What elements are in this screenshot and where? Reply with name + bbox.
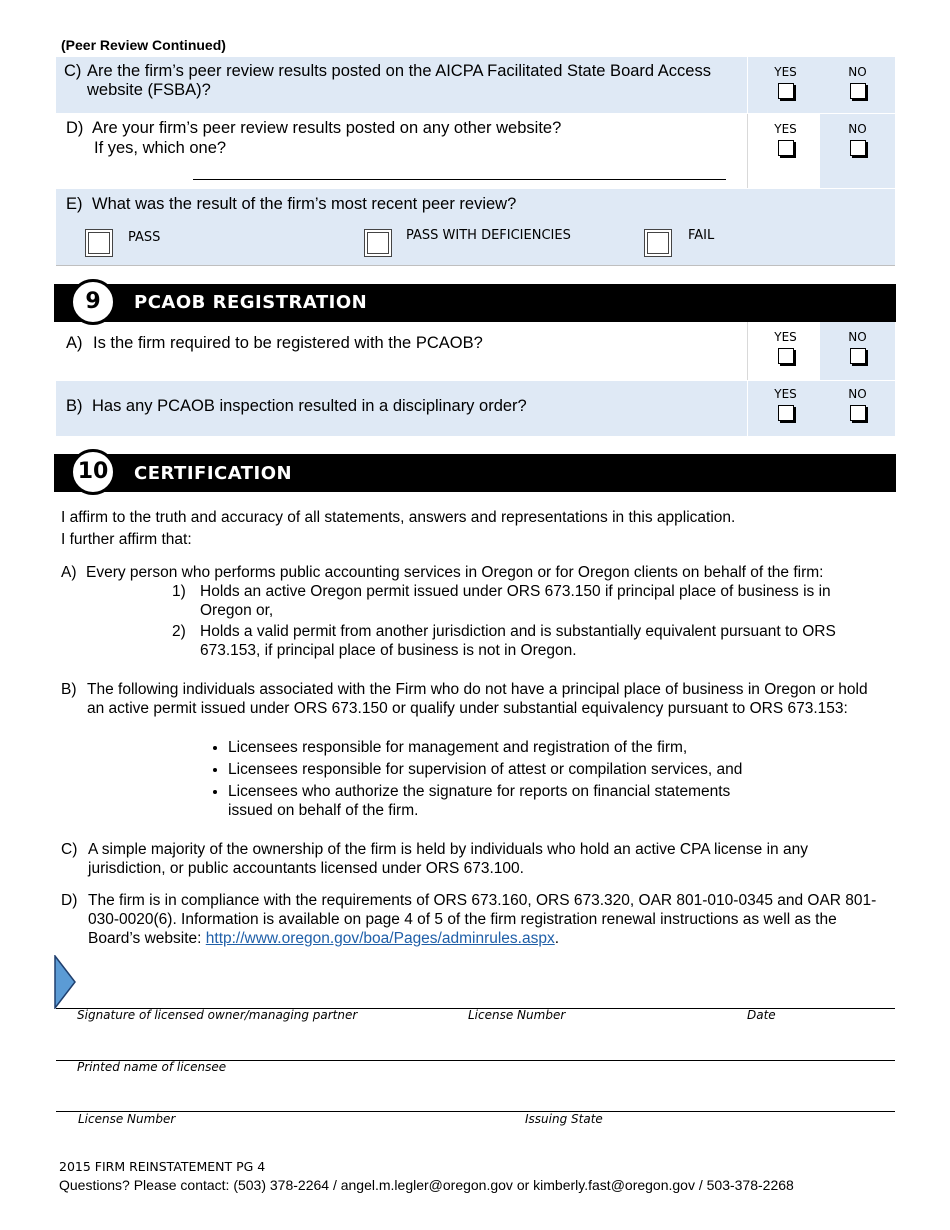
- question-row-e: [56, 189, 895, 266]
- section-10-title: CERTIFICATION: [134, 463, 293, 484]
- clause-d-end: .: [554, 930, 560, 947]
- printed-name-label: Printed name of licensee: [77, 1060, 227, 1074]
- question-subtext: If yes, which one?: [94, 139, 227, 157]
- signature-label: Signature of licensed owner/managing partner: [77, 1008, 358, 1022]
- no-cell: [820, 57, 895, 113]
- form-id: 2015 FIRM REINSTATEMENT PG 4: [59, 1159, 266, 1174]
- clause-c-text: A simple majority of the ownership of the firm is held by individuals who hold an active CPA license in any jurisdiction, or public accountants licensed under ORS 673.100.: [88, 841, 808, 877]
- question-text: Has any PCAOB inspection resulted in a disciplinary order?: [92, 397, 527, 415]
- license-number-label-2: License Number: [78, 1112, 176, 1126]
- yes-cell: [748, 381, 823, 436]
- list-item: • Licensees who authorize the signature for reports on financial statements issued on behalf of the firm.: [228, 782, 770, 820]
- section-10-number-badge: 10: [70, 449, 116, 495]
- no-checkbox[interactable]: [850, 83, 866, 99]
- question-letter: D): [66, 119, 84, 137]
- yes-label: YES: [774, 65, 797, 79]
- clause-b-bullet-list: [210, 738, 770, 823]
- no-checkbox[interactable]: [850, 348, 866, 364]
- pass-with-deficiencies-option-label: PASS WITH DEFICIENCIES: [406, 228, 571, 243]
- clause-d-text: [88, 891, 883, 948]
- no-label: NO: [848, 65, 867, 79]
- pass-with-deficiencies-checkbox[interactable]: [364, 229, 392, 257]
- list-item: • Licensees responsible for management and registration of the firm,: [228, 738, 770, 757]
- clause-letter: B): [61, 681, 77, 698]
- question-letter: E): [66, 195, 83, 213]
- list-item: • Licensees responsible for supervision of attest or compilation services, and: [228, 760, 770, 779]
- no-checkbox[interactable]: [850, 140, 866, 156]
- clause-letter: C): [61, 841, 78, 858]
- no-cell: [820, 381, 895, 436]
- issuing-state-label: Issuing State: [525, 1112, 603, 1126]
- yes-label: YES: [774, 122, 797, 136]
- question-text: Are the firm’s peer review results posted on the AICPA Facilitated State Board Access website (FSBA)?: [87, 62, 711, 99]
- board-rules-link[interactable]: http://www.oregon.gov/boa/Pages/adminrules.aspx: [205, 930, 555, 947]
- yes-checkbox[interactable]: [778, 140, 794, 156]
- clause-d-body: The firm is in compliance with the requirements of ORS 673.160, ORS 673.320, OAR 801-010-0345 and OAR 801-030-0020(6). Information is available on page 4 of 5 of the firm registration renewal instructions as well as the Board’s website:: [88, 892, 877, 947]
- question-row-d: [56, 114, 895, 188]
- yes-label: YES: [774, 387, 797, 401]
- sign-here-arrow-icon: [54, 955, 76, 1009]
- fail-option-label: FAIL: [688, 228, 715, 243]
- no-cell: [820, 114, 895, 188]
- question-letter: B): [66, 397, 83, 415]
- yes-cell: [748, 57, 823, 113]
- certification-intro: I affirm to the truth and accuracy of all statements, answers and representations in this application.: [61, 509, 736, 526]
- website-answer-line[interactable]: [193, 179, 726, 180]
- peer-review-continued-heading: (Peer Review Continued): [61, 37, 226, 53]
- question-letter: C): [64, 62, 82, 80]
- yes-checkbox[interactable]: [778, 348, 794, 364]
- clause-letter: A): [61, 564, 77, 581]
- question-letter: A): [66, 334, 83, 352]
- clause-b-text: The following individuals associated with the Firm who do not have a principal place of business in Oregon or hold an active permit issued under ORS 673.150 or qualify under substantial equivalency pursuant to ORS 673.153:: [87, 681, 868, 717]
- question-text: Is the firm required to be registered with the PCAOB?: [93, 334, 483, 352]
- question-row-c: [56, 57, 895, 113]
- yes-checkbox[interactable]: [778, 405, 794, 421]
- question-text: What was the result of the firm’s most recent peer review?: [92, 195, 517, 213]
- section-9-number-badge: 9: [70, 279, 116, 325]
- fail-checkbox[interactable]: [644, 229, 672, 257]
- yes-cell: [748, 322, 823, 380]
- clause-a-1-text: Holds an active Oregon permit issued under ORS 673.150 if principal place of business is in Oregon or,: [200, 583, 831, 619]
- yes-checkbox[interactable]: [778, 83, 794, 99]
- license-state-line[interactable]: [56, 1111, 895, 1112]
- sub-item-number: 1): [172, 583, 186, 600]
- clause-letter: D): [61, 892, 78, 909]
- pcaob-question-a: [56, 322, 895, 380]
- pass-option-label: PASS: [128, 230, 161, 245]
- question-text: Are your firm’s peer review results posted on any other website?: [92, 119, 562, 137]
- no-label: NO: [848, 122, 867, 136]
- yes-label: YES: [774, 330, 797, 344]
- pass-checkbox[interactable]: [85, 229, 113, 257]
- sub-item-number: 2): [172, 623, 186, 640]
- section-9-title: PCAOB REGISTRATION: [134, 292, 368, 313]
- clause-a-2-text: Holds a valid permit from another jurisdiction and is substantially equivalent pursuant to ORS 673.153, if principal place of business is not in Oregon.: [200, 623, 836, 659]
- clause-a-text: Every person who performs public accounting services in Oregon or for Oregon clients on behalf of the firm:: [86, 564, 824, 581]
- no-cell: [820, 322, 895, 380]
- contact-info: Questions? Please contact: (503) 378-2264 / angel.m.legler@oregon.gov or kimberly.fast@oregon.gov / 503-378-2268: [59, 1177, 794, 1193]
- pcaob-question-b: [56, 381, 895, 436]
- no-checkbox[interactable]: [850, 405, 866, 421]
- certification-intro-2: I further affirm that:: [61, 531, 192, 548]
- yes-cell: [748, 114, 823, 188]
- license-number-label: License Number: [468, 1008, 566, 1022]
- no-label: NO: [848, 330, 867, 344]
- no-label: NO: [848, 387, 867, 401]
- date-label: Date: [747, 1008, 776, 1022]
